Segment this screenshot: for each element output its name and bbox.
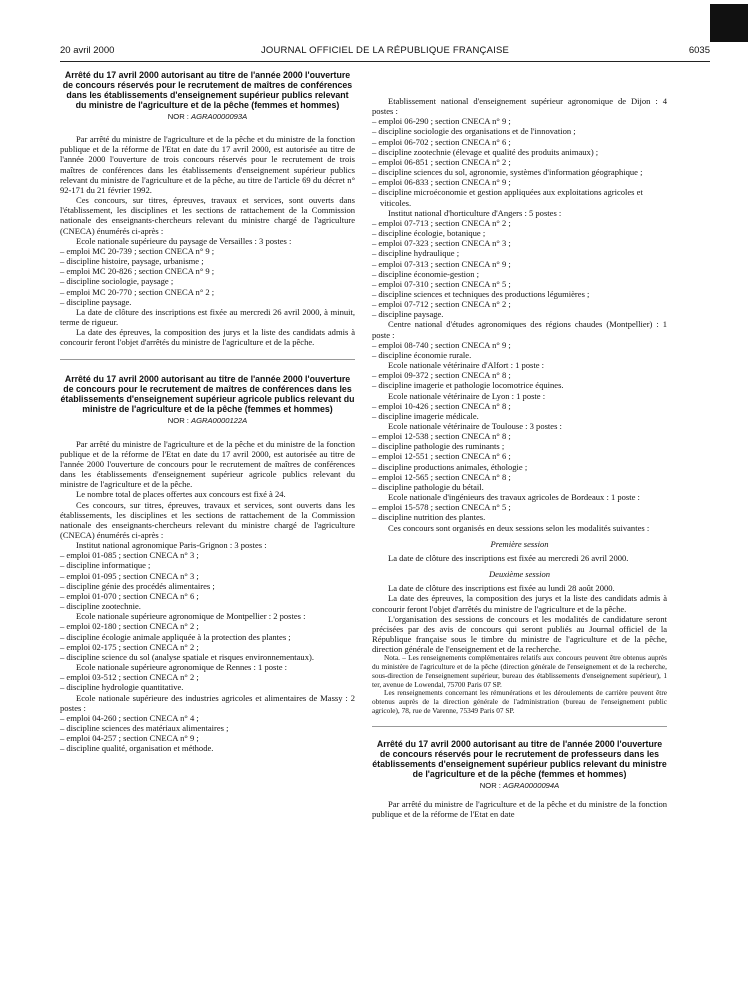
school-heading: Ecole nationale vétérinaire de Lyon : 1 poste : (388, 390, 546, 401)
list-item: – discipline informatique ; (60, 560, 151, 571)
list-item: – discipline écologie animale appliquée à la protection des plantes ; (60, 631, 291, 642)
list-item: – discipline microéconomie et gestion appliquées aux exploitations agricoles et viticoles. (372, 187, 643, 208)
list-item: – discipline génie des procédés alimentaires ; (60, 580, 215, 591)
list-item: – discipline économie rurale. (372, 349, 472, 360)
header-date: 20 avril 2000 (60, 45, 115, 56)
list-item: – discipline pathologie des ruminants ; (372, 441, 505, 452)
list-item: – emploi 01-070 ; section CNECA n° 6 ; (60, 590, 199, 601)
list-item: – discipline sciences du sol, agronomie, systèmes d'information géographique ; (372, 167, 643, 178)
article-separator (372, 726, 667, 727)
list-item: – discipline productions animales, éthologie ; (372, 461, 528, 472)
school-heading: Institut national d'horticulture d'Angers : 5 postes : (388, 207, 562, 218)
list-item: – emploi 10-426 ; section CNECA n° 8 ; (372, 400, 511, 411)
header-rule (60, 61, 710, 62)
section-heading: Première session (490, 538, 549, 549)
list-item: – discipline qualité, organisation et méthode. (60, 743, 214, 754)
school-heading: Centre national d'études agronomiques des régions chaudes (Montpellier) : 1 poste : (372, 319, 667, 340)
paragraph: La date des épreuves, la composition des jurys et la liste des candidats admis à concourir feront l'objet d'arrêtés du ministre de l'agriculture et de la pêche. (60, 327, 355, 348)
list-item: – emploi MC 20-770 ; section CNECA n° 2 ; (60, 286, 215, 297)
list-item: – emploi 07-323 ; section CNECA n° 3 ; (372, 238, 511, 249)
paragraph: Ces concours, sur titres, épreuves, travaux et services, sont ouverts dans l'établissement, les disciplines et les sections de rattachement de la Commission nationale des enseignants-chercheurs relevant du ministre chargé de l'agriculture (CNECA) énumérés ci-après : (60, 195, 355, 236)
list-item: – discipline économie-gestion ; (372, 268, 480, 279)
list-item: – emploi 07-310 ; section CNECA n° 5 ; (372, 278, 511, 289)
paragraph: L'organisation des sessions de concours et les modalités de candidature seront précisées par des avis de concours qui seront publiés au Journal officiel de la République française sous le timbre du ministre de l'agriculture et de la pêche, direction générale de l'enseignement et de la recherche. (372, 613, 667, 655)
section-heading: Deuxième session (489, 569, 550, 580)
nor-reference: NOR : AGRA0000094A (479, 780, 560, 790)
paragraph: Ces concours, sur titres, épreuves, travaux et services, sont ouverts dans les établissements, les disciplines et les sections de rattachement de la Commission nationale des enseignants-chercheurs relevant du ministre chargé de l'agriculture (CNECA) énumérés ci-après : (60, 499, 355, 540)
paragraph: La date de clôture des inscriptions est fixée au lundi 28 août 2000. (388, 583, 615, 594)
school-heading: Ecole nationale vétérinaire de Toulouse : 3 postes : (388, 421, 562, 431)
list-item: – discipline sciences des matériaux alimentaires ; (60, 722, 229, 733)
list-item: – discipline paysage. (60, 296, 132, 307)
school-heading: Ecole nationale supérieure agronomique de Rennes : 1 poste : (76, 662, 287, 673)
list-item: – emploi 12-551 ; section CNECA n° 6 ; (372, 451, 511, 462)
paragraph: Par arrêté du ministre de l'agriculture et de la pêche et du ministre de la fonction publique et de la réforme de l'Etat en date du 17 avril 2000, est autorisée au titre de l'année 2000 l'ouverture de trois concours réservés pour le recrutement de trois maîtres de conférences dans les établissements d'enseignement supérieur publics relevant du ministre de l'agriculture et de la pêche, au titre de l'article 69 du décret n° 92-171 du 21 février 1992. (60, 134, 355, 195)
paragraph: La date de clôture des inscriptions est fixée au mercredi 26 avril 2000, à minuit, terme de rigueur. (60, 306, 355, 327)
list-item: – emploi 06-290 ; section CNECA n° 9 ; (372, 116, 511, 127)
school-heading: Ecole nationale supérieure du paysage de Versailles : 3 postes : (76, 235, 292, 246)
list-item: – discipline pathologie du bétail. (372, 481, 484, 492)
list-item: – discipline paysage. (372, 309, 444, 320)
list-item: – emploi 09-372 ; section CNECA n° 8 ; (372, 370, 511, 381)
article-title: Arrêté du 17 avril 2000 autorisant au titre de l'année 2000 l'ouverture de concours réservés pour le recrutement de maîtres de conférences dans les établissements d'enseignement supérieur publics relevant du ministre de l'agriculture et de la pêche (femmes et hommes) (62, 70, 353, 110)
header-journal-title: JOURNAL OFFICIEL DE LA RÉPUBLIQUE FRANÇAISE (260, 45, 510, 56)
school-heading: Ecole nationale supérieure agronomique de Montpellier : 2 postes : (76, 611, 306, 622)
school-heading: Ecole nationale d'ingénieurs des travaux agricoles de Bordeaux : 1 poste : (388, 492, 640, 503)
list-item: – emploi 03-512 ; section CNECA n° 2 ; (60, 672, 199, 683)
corner-marker (710, 4, 748, 42)
note-paragraph: Les renseignements concernant les rémunérations et les déroulements de carrière peuvent être obtenus auprès de la direction générale de l'administration (bureau de l'enseignement public agricole), 78, rue de Varenne, 75349 Paris 07 SP. (372, 688, 667, 716)
list-item: – discipline écologie, botanique ; (372, 228, 486, 239)
list-item: – discipline hydrologie quantitative. (60, 682, 184, 693)
list-item: – emploi MC 20-739 ; section CNECA n° 9 ; (60, 245, 215, 256)
article-title: Arrêté du 17 avril 2000 autorisant au titre de l'année 2000 l'ouverture de concours pour le recrutement de maîtres de conférences dans les établissements d'enseignement supérieur agricole publics relevant du ministre de l'agriculture et de la pêche (femmes et hommes) (60, 374, 355, 415)
note-paragraph: Nota. – Les renseignements complémentaires relatifs aux concours peuvent être obtenus auprès du ministère de l'agriculture et de la pêche (direction générale de l'enseignement et de la recherche, sous-direction de l'enseignement supérieur, bureau des établissements d'enseignement supérieur), 1 ter, avenue de Lowendal, 75700 Paris 07 SP. (372, 653, 667, 689)
list-item: – emploi 01-095 ; section CNECA n° 3 ; (60, 570, 199, 581)
paragraph: Le nombre total de places offertes aux concours est fixé à 24. (76, 489, 286, 500)
school-heading: Etablissement national d'enseignement supérieur agronomique de Dijon : 4 postes : (372, 96, 667, 117)
list-item: – emploi 06-833 ; section CNECA n° 9 ; (372, 177, 511, 188)
list-item: – emploi 02-180 ; section CNECA n° 2 ; (60, 621, 199, 632)
list-item: – discipline science du sol (analyse spatiale et risques environnementaux). (60, 651, 314, 662)
list-item: – discipline imagerie médicale. (372, 410, 479, 421)
list-item: – discipline sciences et techniques des productions légumières ; (372, 288, 590, 299)
list-item: – emploi 08-740 ; section CNECA n° 9 ; (372, 339, 511, 350)
list-item: – emploi 04-257 ; section CNECA n° 9 ; (60, 733, 199, 744)
page-header (60, 45, 710, 59)
header-page-number: 6035 (688, 45, 710, 56)
nor-reference: NOR : AGRA0000093A (167, 112, 248, 121)
list-item: – discipline zootechnie. (60, 601, 141, 612)
list-item: – discipline sociologie, paysage ; (60, 276, 174, 287)
list-item: – emploi 07-313 ; section CNECA n° 9 ; (372, 258, 511, 269)
list-item: – emploi 15-578 ; section CNECA n° 5 ; (372, 502, 511, 513)
list-item: – emploi 04-260 ; section CNECA n° 4 ; (60, 712, 199, 723)
left-column (60, 70, 355, 753)
list-item: – discipline histoire, paysage, urbanisme ; (60, 256, 204, 267)
list-item: – emploi MC 20-826 ; section CNECA n° 9 ; (60, 266, 215, 277)
paragraph: La date de clôture des inscriptions est fixée au mercredi 26 avril 2000. (388, 552, 629, 563)
list-item: – emploi 07-713 ; section CNECA n° 2 ; (372, 217, 511, 228)
school-heading: Institut national agronomique Paris-Grignon : 3 postes : (76, 540, 267, 551)
nor-reference: NOR : AGRA0000122A (167, 416, 248, 426)
paragraph: La date des épreuves, la composition des jurys et la liste des candidats admis à concourir feront l'objet d'arrêtés du ministre de l'agriculture et de la pêche. (372, 593, 667, 614)
paragraph: Par arrêté du ministre de l'agriculture et de la pêche et du ministre de la fonction publique et de la réforme de l'Etat en date (372, 799, 667, 820)
list-item: – emploi 06-851 ; section CNECA n° 2 ; (372, 156, 511, 167)
article-title: Arrêté du 17 avril 2000 autorisant au titre de l'année 2000 l'ouverture de concours réservés pour le recrutement de professeurs dans les établissements d'enseignement supérieur publics relevant du ministre de l'agriculture et de la pêche (femmes et hommes) (372, 738, 667, 779)
list-item: – emploi 01-085 ; section CNECA n° 3 ; (60, 550, 199, 561)
list-item: – discipline zootechnie (élevage et qualité des produits animaux) ; (372, 146, 599, 157)
list-item: – emploi 02-175 ; section CNECA n° 2 ; (60, 641, 199, 652)
paragraph: Par arrêté du ministre de l'agriculture et de la pêche et du ministre de la fonction publique et de la réforme de l'Etat en date du 17 avril 2000, est autorisée au titre de l'année 2000 l'ouverture de concours pour le recrutement de maîtres de conférences dans les établissements d'enseignement supérieur agricole publics relevant du ministre de l'agriculture et de la pêche. (60, 438, 355, 490)
list-item: – emploi 07-712 ; section CNECA n° 2 ; (372, 299, 511, 310)
school-heading: Ecole nationale vétérinaire d'Alfort : 1 poste : (388, 360, 545, 371)
right-column (372, 96, 667, 819)
list-item: – emploi 12-565 ; section CNECA n° 8 ; (372, 471, 511, 482)
list-item: – discipline imagerie et pathologie locomotrice équines. (372, 380, 564, 391)
list-item: – discipline nutrition des plantes. (372, 512, 486, 523)
article-separator (60, 359, 355, 360)
school-heading: Ecole nationale supérieure des industries agricoles et alimentaires de Massy : 2 postes : (60, 692, 355, 713)
paragraph: Ces concours sont organisés en deux sessions selon les modalités suivantes : (388, 522, 650, 533)
list-item: – emploi 06-702 ; section CNECA n° 6 ; (372, 136, 511, 147)
list-item: – discipline sociologie des organisations et de l'innovation ; (372, 126, 576, 137)
list-item: – discipline hydraulique ; (372, 248, 460, 259)
list-item: – emploi 12-538 ; section CNECA n° 8 ; (372, 431, 511, 442)
